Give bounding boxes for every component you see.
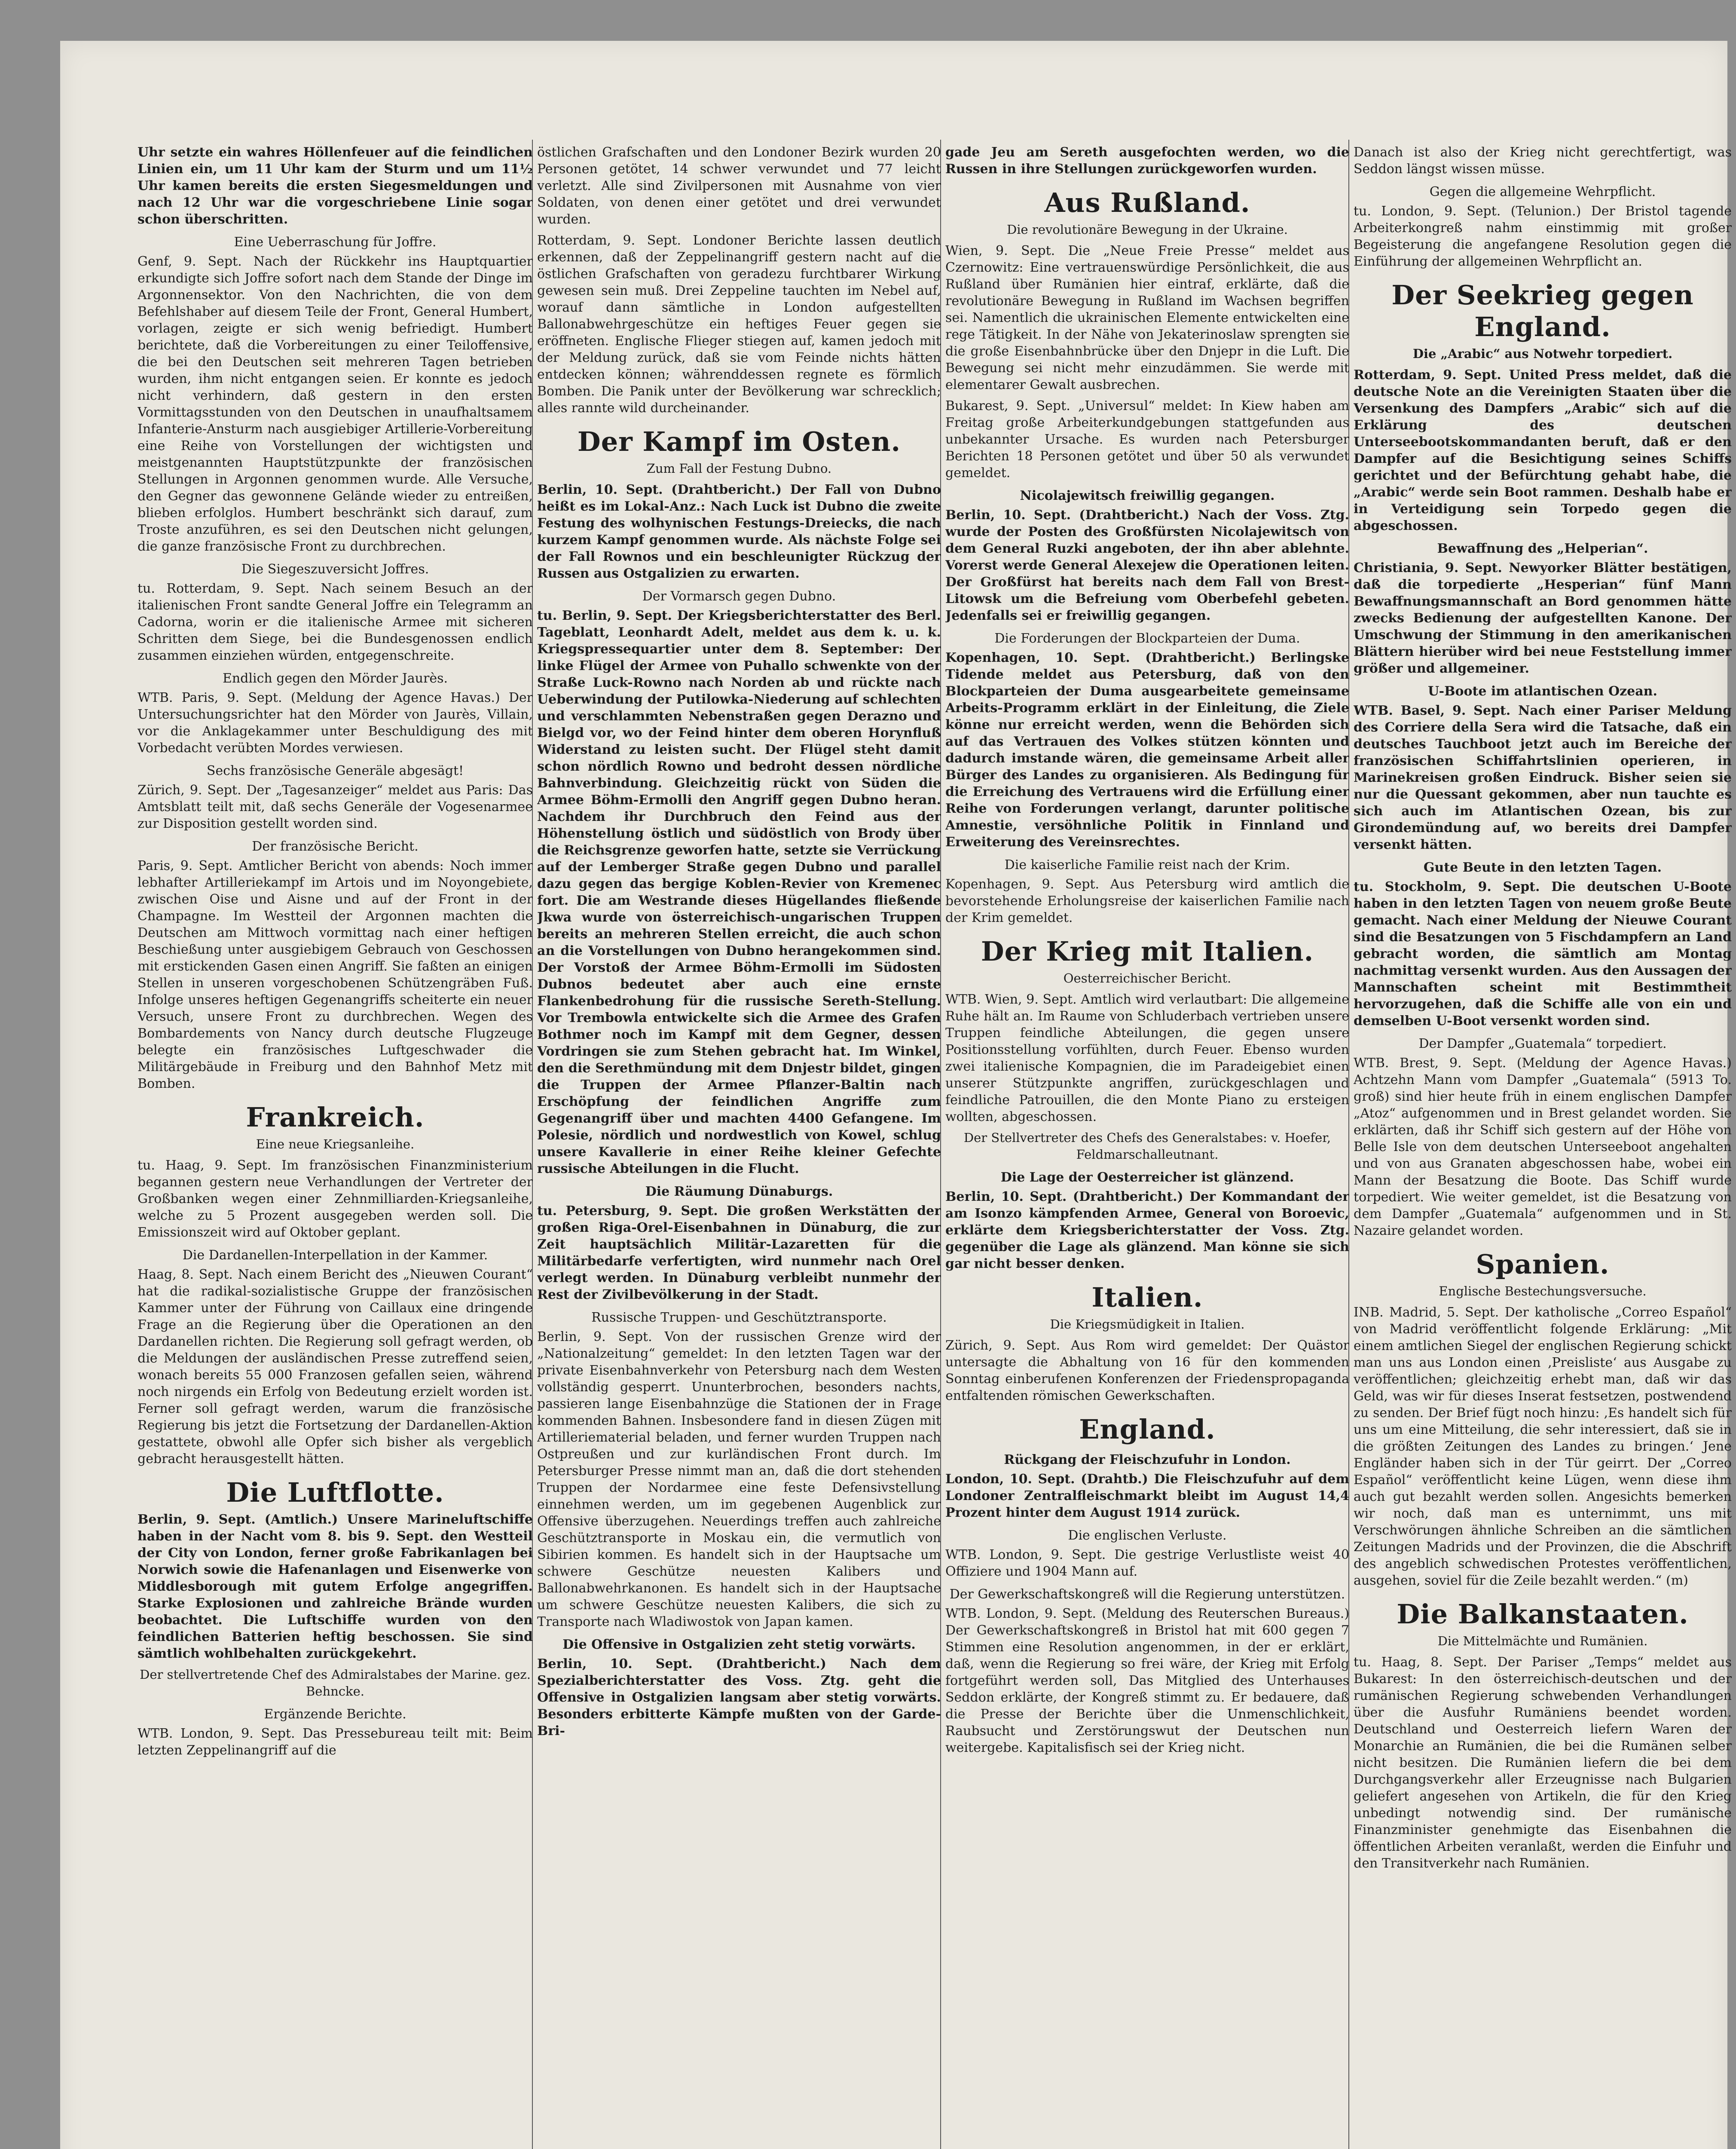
section-heading: Der Kampf im Osten.	[577, 426, 901, 457]
article-text: Christiania, 9. Sept. Newyorker Blätter bestätigen, daß die torpedierte „Hesperian“ fünf Mann Bewaffnungsmannschaft an Bord genommen hätte zwecks Bedienung der aufgestellten Kanone. Der Umschwung der Stimmung in den amerikanischen Blättern hierüber wird bei neue Feststellung immer größer und allgemeiner.	[1354, 560, 1732, 676]
subheading: Die Räumung Dünaburgs.	[645, 1184, 833, 1199]
subheading: Gute Beute in den letzten Tagen.	[1423, 860, 1662, 875]
article-text: tu. Stockholm, 9. Sept. Die deutschen U-Boote haben in den letzten Tagen von neuem große Beute gemacht. Nach einer Meldung der Nieuwe Courant sind die Besatzungen von 5 Fischdampfern an Land gebracht worden, die sämtlich am Montag nachmittag versenkt wurden. Aus den Aussagen der Mannschaften scheint mit Bestimmtheit hervorzugehen, daß die Schiffe alle von ein und demselben U-Boot versenkt worden sind.	[1354, 879, 1732, 1029]
article-text: tu. Haag, 9. Sept. Im französischen Finanzministerium begannen gestern neue Verhandlungen der Vertreter der Großbanken wegen einer Zehnmilliarden-Kriegsanleihe, welche zu 5 Prozent ausgegeben werden soll. Die Emissionszeit wird auf Oktober geplant.	[138, 1158, 533, 1240]
subheading: Die Offensive in Ostgalizien zeht stetig vorwärts.	[562, 1637, 916, 1652]
article-text: tu. London, 9. Sept. (Telunion.) Der Bristol tagende Arbeiterkongreß nahm einstimmig mit großer Begeisterung die angefangene Resolution gegen die Einführung der allgemeinen Wehrpflicht an.	[1354, 204, 1732, 269]
subheading: Ergänzende Berichte.	[264, 1707, 406, 1722]
subheading: Die kaiserliche Familie reist nach der Krim.	[1004, 857, 1290, 872]
column-2	[537, 144, 941, 2149]
article-text: Uhr setzte ein wahres Höllenfeuer auf die feindlichen Linien ein, um 11 Uhr kam der Sturm und um 11½ Uhr kamen bereits die ersten Siegesmeldungen und nach 12 Uhr war die vorgeschriebene Linie sogar schon überschritten.	[138, 145, 533, 227]
section-heading: Der Krieg mit Italien.	[981, 936, 1314, 967]
article-text: WTB. Basel, 9. Sept. Nach einer Pariser Meldung des Corriere della Sera wird die Tatsache, daß ein deutsches Tauchboot jetzt auch im Bereiche der französischen Schiffahrtslinien operieren, in Marinekreisen großen Eindruck. Bisher seien sie nur die Quessant gekommen, aber nun tauchte es sich auch im Atlantischen Ozean, bis zur Girondemündung auf, wo bereits drei Dampfer versenkt hätten.	[1354, 703, 1732, 852]
article-text: WTB. London, 9. Sept. Das Pressebureau teilt mit: Beim letzten Zeppelinangriff auf die	[138, 1726, 533, 1758]
article-text: Rotterdam, 9. Sept. United Press meldet, daß die deutsche Note an die Vereinigten Staaten über die Versenkung des Dampfers „Arabic“ sich auf die Erklärung des deutschen Unterseebootskommandanten beruft, daß er den Dampfer auf die Besichtigung seines Schiffs gerichtet und der Befürchtung gehabt habe, die „Arabic“ werde sein Boot rammen. Deshalb habe er in Verteidigung sein Torpedo gegen die abgeschossen.	[1354, 367, 1732, 533]
subheading: Zum Fall der Festung Dubno.	[646, 461, 832, 476]
section-heading: Der Seekrieg gegen England.	[1391, 279, 1694, 343]
newspaper-page	[60, 41, 1732, 2149]
article-text: Berlin, 9. Sept. Von der russischen Grenze wird der „Nationalzeitung“ gemeldet: In den letzten Tagen war der private Eisenbahnverkehr von Petersburg nach dem Westen vollständig gesperrt. Ununterbrochen, besonders nachts, passieren lange Eisenbahnzüge die Stationen der in Frage kommenden Bahnen. Insbesondere fand in diesen Zügen mit Artilleriematerial beladen, und ferner wurden Truppen nach Ostpreußen und zur kurländischen Front durch. Im Petersburger Presse nimmt man an, daß die dort stehenden Truppen der Nordarmee eine feste Defensivstellung einnehmen werden, um im gegebenen Augenblick zur Offensive überzugehen. Neuerdings treffen auch zahlreiche Geschütztransporte in Moskau ein, die vermutlich von Sibirien kommen. Es handelt sich in der Hauptsache um schwere Geschütze neuesten Kalibers und Ballonabwehrkanonen. Es handelt sich in der Hauptsache um schwere Geschütze neuesten Kalibers, die sich zu Transporte nach Wladiwostok von Japan kamen.	[537, 1329, 941, 1629]
subheading: Die Lage der Oesterreicher ist glänzend.	[1000, 1170, 1294, 1185]
article-text: gade Jeu am Sereth ausgefochten werden, wo die Russen in ihre Stellungen zurückgeworfen wurden.	[945, 145, 1349, 177]
section-heading: Die Balkanstaaten.	[1397, 1598, 1689, 1630]
subheading: Sechs französische Generäle abgesägt!	[206, 763, 464, 778]
subheading: Gegen die allgemeine Wehrpflicht.	[1429, 184, 1656, 199]
subheading: Russische Truppen- und Geschütztransporte.	[591, 1310, 887, 1325]
subheading: Endlich gegen den Mörder Jaurès.	[222, 671, 448, 686]
article-text: WTB. Wien, 9. Sept. Amtlich wird verlautbart: Die allgemeine Ruhe hält an. Im Raume von Schluderbach vertrieben unsere Truppen feindliche Abteilungen, die gegen unsere Positionsstellung vorfühlten, durch Feuer. Ebenso wurden zwei italienische Kompagnien, die im Paradeigebiet einen unserer Stützpunkte angriffen, zurückgeschlagen und feindliche Patrouillen, die den Monte Piano zu ersteigen wollten, abgeschossen.	[945, 992, 1349, 1124]
article-text: Paris, 9. Sept. Amtlicher Bericht von abends: Noch immer lebhafter Artilleriekampf im Artois und im Noyongebiete, zwischen Oise und Aisne und auf der Front in der Champagne. Im Westteil der Argonnen machten die Deutschen am Mittwoch vormittag nach einer heftigen Beschießung unter ausgiebigem Gebrauch von Geschossen mit erstickenden Gasen einen Angriff. Sie faßten an einigen Stellen in unseren vorgeschobenen Schützengräben Fuß. Infolge unseres heftigen Gegenangriffs scheiterte ein neuer Versuch, unsere Front zu durchbrechen. Wegen des Bombardements von Nancy durch deutsche Flugzeuge belegte ein französisches Luftgeschwader die Militärgebäude in Freiburg und den Bahnhof Metz mit Bomben.	[138, 858, 533, 1091]
subheading: Die Mittelmächte und Rumänien.	[1437, 1634, 1648, 1648]
article-text: Zürich, 9. Sept. Der „Tagesanzeiger“ meldet aus Paris: Das Amtsblatt teilt mit, daß sechs Generäle der Vogesenarmee zur Disposition gestellt worden sind.	[138, 783, 533, 831]
section-heading: England.	[1079, 1414, 1216, 1445]
article-text: Berlin, 10. Sept. (Drahtbericht.) Nach der Voss. Ztg. wurde der Posten des Großfürsten Nicolajewitsch von dem General Ruzki angeboten, der ihn aber ablehnte. Vorerst werde General Alexejew die Operationen leiten. Der Großfürst hat bereits nach dem Fall von Brest-Litowsk um die Befreiung vom Oberbefehl gebeten. Jedenfalls sei er freiwillig gegangen.	[945, 508, 1349, 623]
article-text: Bukarest, 9. Sept. „Universul“ meldet: In Kiew haben am Freitag große Arbeiterkundgebungen stattgefunden aus unbekannter Ursache. Es wurden nach Petersburger Berichten 18 Personen getötet und über 50 als verwundet gemeldet.	[945, 398, 1349, 481]
article-text: Berlin, 10. Sept. (Drahtbericht.) Der Kommandant der am Isonzo kämpfenden Armee, General von Boroevic, erklärte dem Kriegsberichterstatter der Voss. Ztg. gegenüber die Lage als glänzend. Man könne sie sich gar nicht besser denken.	[945, 1189, 1349, 1271]
article-text: tu. Rotterdam, 9. Sept. Nach seinem Besuch an der italienischen Front sandte General Joffre ein Telegramm an Cadorna, worin er die italienische Armee mit sicheren Schritten dem Siege, bei die Bundesgenossen endlich zusammen einziehen würden, entgegenschreite.	[138, 581, 533, 663]
subheading: Der Dampfer „Guatemala“ torpediert.	[1418, 1036, 1667, 1051]
signature: Der stellvertretende Chef des Admiralstabes der Marine. gez. Behncke.	[140, 1667, 531, 1699]
subheading: Oesterreichischer Bericht.	[1063, 971, 1232, 986]
subheading: Rückgang der Fleischzufuhr in London.	[1004, 1452, 1291, 1467]
column-3	[945, 144, 1349, 2149]
column-4	[1354, 144, 1732, 2149]
subheading: Die englischen Verluste.	[1068, 1528, 1227, 1543]
article-text: Berlin, 10. Sept. (Drahtbericht.) Nach dem Spezialberichterstatter des Voss. Ztg. geht die Offensive in Ostgalizien langsam aber stetig vorwärts. Besonders erbitterte Kämpfe mußten von der Garde-Bri-	[537, 1656, 941, 1739]
article-text: INB. Madrid, 5. Sept. Der katholische „Correo Español“ von Madrid veröffentlicht folgende Erklärung: „Mit einem amtlichen Siegel der englischen Regierung schickt man uns aus London einen ‚Preisliste‘ aus Ausgabe zu veröffentlichen; gleichzeitig erhebt man, daß wir das Geld, was wir für dieses Inserat festsetzen, postwendend zu senden. Der Brief fügt noch hinzu: ‚Es handelt sich für uns um eine Mitteilung, die sehr interessiert, daß sie in die größten Zeitungen des Landes zu bringen.‘ Jene Engländer haben sich in der Tür geirrt. Der „Correo Español“ veröffentlicht keine Lügen, wenn diese ihm auch gut bezahlt werden sollen. Angesichts bemerken wir noch, daß man es unternimmt, uns mit Verschwörungen ähnliche Schreiben an die sämtlichen Zeitungen Madrids und der Provinzen, die die Abschrift des angeblich schwedischen Protestes veröffentlichen, ausgehen, soviel für die Zeile bezahlt werden.“ (m)	[1354, 1305, 1732, 1588]
article-text: WTB. Paris, 9. Sept. (Meldung der Agence Havas.) Der Untersuchungsrichter hat den Mörder von Jaurès, Villain, vor die Anklagekammer unter Beschuldigung des mit Vorbedacht verübten Mordes verwiesen.	[138, 690, 533, 756]
section-heading: Frankreich.	[246, 1102, 425, 1133]
article-text: Berlin, 10. Sept. (Drahtbericht.) Der Fall von Dubno heißt es im Lokal-Anz.: Nach Luck ist Dubno die zweite Festung des wolhynischen Festungs-Dreiecks, die nach kurzem Kampf genommen wurde. Als nächste Folge sei der Fall Rownos und ein beschleunigter Rückzug der Russen aus Ostgalizien zu erwarten.	[537, 482, 941, 581]
column-1	[138, 144, 533, 2149]
article-text: WTB. Brest, 9. Sept. (Meldung der Agence Havas.) Achtzehn Mann vom Dampfer „Guatemala“ (5913 To. groß) sind hier heute früh in einem englischen Dampfer „Atoz“ aufgenommen und in Brest gelandet worden. Sie erklärten, daß ihr Schiff sich gestern auf der Höhe von Belle Isle von dem deutschen Unterseeboot angehalten und von aus Granaten abgeschossen habe, wobei ein Mann der Besatzung die Boote. Das Schiff wurde torpediert. Wie weiter gemeldet, ist die Besatzung von dem Dampfer „Guatemala“ aufgenommen und in St. Nazaire gelandet worden.	[1354, 1056, 1732, 1238]
subheading: Die revolutionäre Bewegung in der Ukraine.	[1007, 222, 1288, 237]
article-text: tu. Petersburg, 9. Sept. Die großen Werkstätten der großen Riga-Orel-Eisenbahnen in Dünaburg, die zur Zeit hauptsächlich Militär-Lazaretten für die Militärbedarfe verfertigten, wird nunmehr nach Orel verlegt werden. In Dünaburg verbleibt nunmehr der Rest der Zivilbevölkerung in der Stadt.	[537, 1203, 941, 1302]
subheading: Die Siegeszuversicht Joffres.	[241, 562, 429, 577]
article-text: WTB. London, 9. Sept. Die gestrige Verlustliste weist 40 Offiziere und 1904 Mann auf.	[945, 1547, 1349, 1579]
section-heading: Die Luftflotte.	[226, 1477, 444, 1508]
article-text: WTB. London, 9. Sept. (Meldung des Reuterschen Bureaus.) Der Gewerkschaftskongreß in Bristol hat mit 600 gegen 7 Stimmen eine Resolution angenommen, in der er erklärt, daß, wenn die Regierung so frei wäre, der Krieg mit Erfolg fortgeführt werden soll, Das Mitglied des Unterhauses Seddon erklärte, der Kongreß stimmt zu. Er bedauere, daß die Presse der Berichte über die Unmenschlichkeit, Raubsucht und Zerstörungswut der Deutschen nun weitergebe. Kapitalisfisch sei der Krieg nicht.	[945, 1606, 1349, 1755]
signature: Der Stellvertreter des Chefs des Generalstabes: v. Hoefer, Feldmarschalleutnant.	[963, 1130, 1331, 1162]
article-text: tu. Haag, 8. Sept. Der Pariser „Temps“ meldet aus Bukarest: In den österreichisch-deutschen und der rumänischen Regierung schwebenden Verhandlungen über die Ausfuhr Rumäniens beendet worden. Deutschland und Oesterreich liefern Waren der Monarchie an Rumänien, die bei die Rumänen selber nicht besitzen. Die Rumänien liefern die bei dem Durchgangsverkehr aller Erzeugnisse nach Bulgarien geliefert angesehen von Artikeln, die für den Krieg unbedingt notwendig sind. Der rumänische Finanzminister genehmigte das Eisenbahnen die öffentlichen Arbeiten veranlaßt, werden die Einfuhr und den Transitverkehr nach Rumänien.	[1354, 1655, 1732, 1871]
article-text: London, 10. Sept. (Drahtb.) Die Fleischzufuhr auf dem Londoner Zentralfleischmarkt bleibt im August 14,4 Prozent hinter dem August 1914 zurück.	[945, 1472, 1349, 1520]
section-heading: Aus Rußland.	[1044, 187, 1250, 218]
subheading: Bewaffnung des „Helperian“.	[1437, 541, 1648, 556]
article-text: Kopenhagen, 9. Sept. Aus Petersburg wird amtlich die bevorstehende Erholungsreise der kaiserlichen Familie nach der Krim gemeldet.	[945, 877, 1349, 925]
subheading: Die Kriegsmüdigkeit in Italien.	[1050, 1317, 1245, 1332]
article-text: Kopenhagen, 10. Sept. (Drahtbericht.) Berlingske Tidende meldet aus Petersburg, daß von den Blockparteien der Duma ausgearbeitete gemeinsame Arbeits-Programm erklärt in der Einleitung, die Ziele könne nur erreicht werden, wenn die Behörden sich auf das Vertrauen des Volkes stützen könnten und dadurch imstande wären, die gemeinsame Arbeit aller Bürger des Landes zu organisieren. Als Bedingung für die Erreichung des Vertrauens wird die Erfüllung einer Reihe von Forderungen verlangt, darunter politische Amnestie, versöhnliche Politik in Finnland und Erweiterung des Vereinsrechtes.	[945, 650, 1349, 850]
subheading: Der Vormarsch gegen Dubno.	[642, 589, 836, 604]
section-heading: Italien.	[1091, 1282, 1203, 1313]
subheading: Der Gewerkschaftskongreß will die Regierung unterstützen.	[949, 1587, 1345, 1602]
subheading: Die Dardanellen-Interpellation in der Kammer.	[182, 1248, 488, 1263]
article-text: Haag, 8. Sept. Nach einem Bericht des „Nieuwen Courant“ hat die radikal-sozialistische Gruppe der französischen Kammer unter der Führung von Caillaux eine dringende Frage an die Regierung über die Operationen an den Dardanellen richten. Die Regierung soll gefragt werden, ob die Meldungen der ausländischen Presse zutreffend seien, wonach bereits 55 000 Franzosen gefallen seien, während noch nirgends ein Erfolg von Bedeutung erzielt worden ist. Ferner soll gefragt werden, warum die französische Regierung bis jetzt die Fortsetzung der Dardanellen-Aktion gestattete, obwohl alle Opfer sich bisher als vergeblich gebracht herausgestellt hätten.	[138, 1267, 533, 1466]
subheading: U-Boote im atlantischen Ozean.	[1428, 684, 1657, 699]
article-text: östlichen Grafschaften und den Londoner Bezirk wurden 20 Personen getötet, 14 schwer verwundet und 77 leicht verletzt. Alle sind Zivilpersonen mit Ausnahme von vier Soldaten, von denen einer getötet und drei verwundet wurden.	[537, 145, 941, 227]
subheading: Der französische Bericht.	[252, 839, 419, 854]
subheading: Nicolajewitsch freiwillig gegangen.	[1020, 488, 1275, 503]
article-text: Rotterdam, 9. Sept. Londoner Berichte lassen deutlich erkennen, daß der Zeppelinangriff gestern nacht auf die östlichen Grafschaften von geradezu furchtbarer Wirkung gewesen sein muß. Drei Zeppeline tauchten im Nebel auf, worauf dann sämtliche in London aufgestellten Ballonabwehrgeschütze ein heftiges Feuer gegen sie eröffneten. Englische Flieger stiegen auf, kamen jedoch mit der Meldung zurück, daß sie vom Feinde nichts hätten entdecken können; währenddessen regnete es förmlich Bomben. Die Panik unter der Bevölkerung war schrecklich; alles rannte wild durcheinander.	[537, 233, 941, 416]
subheading: Die Forderungen der Blockparteien der Duma.	[994, 631, 1300, 646]
subheading: Eine Ueberraschung für Joffre.	[234, 235, 437, 250]
subheading: Eine neue Kriegsanleihe.	[256, 1137, 415, 1151]
subheading: Englische Bestechungsversuche.	[1439, 1284, 1647, 1298]
article-text: tu. Berlin, 9. Sept. Der Kriegsberichterstatter des Berl. Tageblatt, Leonhardt Adelt, meldet aus dem k. u. k. Kriegspressequartier unter dem 8. September: Der linke Flügel der Armee von Puhallo schwenkte von der Straße Luck-Rowno nach Norden ab und rückte nach Ueberwindung der Putilowka-Niederung auf schlechten und verschlammten Nebenstraßen gegen Derazno und Bielgd vor, wo der Feind hinter dem oberen Horynfluß Widerstand zu leisten sucht. Der Flügel steht damit schon nördlich Rowno und bedroht dessen nördliche Bahnverbindung. Gleichzeitig rückt von Süden die Armee Böhm-Ermolli den Angriff gegen Dubno heran. Nachdem ihr Durchbruch den Feind aus der Höhenstellung östlich und südöstlich von Brody über die Reichsgrenze geworfen hatte, setzte sie Verrückung auf der Lemberger Straße gegen Dubno und parallel dazu gegen das bergige Koblen-Revier von Kremenec fort. Die am Westrande dieses Hügellandes fließende Jkwa wurde von österreichisch-ungarischen Truppen bereits an mehreren Stellen erreicht, die auch schon an die Vorstellungen von Dubno herangekommen sind. Der Vorstoß der Armee Böhm-Ermolli im Südosten Dubnos bedeutet aber auch eine ernste Flankenbedrohung für die russische Sereth-Stellung. Vor Trembowla entwickelte sich die Armee des Grafen Bothmer noch im Kampf mit dem Gegner, dessen Vordringen sie zum Stehen gebracht hat. Im Winkel, den die Serethmündung mit dem Dnjestr bildet, gingen die Truppen der Armee Pflanzer-Baltin nach Erschöpfung der feindlichen Angriffe zum Gegenangriff über und machten 4400 Gefangene. Im Polesie, nördlich und nordwestlich von Kowel, schlug unsere Kavallerie in einer Reihe kleiner Gefechte russische Abteilungen in die Flucht.	[537, 608, 941, 1176]
article-text: Genf, 9. Sept. Nach der Rückkehr ins Hauptquartier erkundigte sich Joffre sofort nach dem Stande der Dinge im Argonnensektor. Von den Nachrichten, die von dem Befehlshaber auf diesem Teile der Front, General Humbert, vorlagen, zeigte er sich wenig befriedigt. Humbert berichtete, daß die Vorbereitungen zu einer Teiloffensive, die bei den Deutschen seit mehreren Tagen betrieben wurden, ihm nicht entgangen seien. Er konnte es jedoch nicht verhindern, daß gestern in den ersten Vormittagsstunden von den Deutschen in unaufhaltsamem Infanterie-Ansturm nach ausgiebiger Artillerie-Vorbereitung eine Reihe von Vorstellungen der wichtigsten und meistgenannten Hauptstützpunkte der französischen Stellungen in Argonnen genommen wurde. Alle Versuche, den Gegner das gewonnene Gelände wieder zu entreißen, blieben erfolglos. Humbert beschränkt sich darauf, zum Troste anzuführen, es sei den Deutschen nicht gelungen, die ganze französische Front zu durchbrechen.	[138, 254, 533, 554]
article-text: Berlin, 9. Sept. (Amtlich.) Unsere Marineluftschiffe haben in der Nacht vom 8. bis 9. Sept. den Westteil der City von London, ferner große Fabrikanlagen bei Norwich sowie die Hafenanlagen und Eisenwerke von Middlesborough mit gutem Erfolge angegriffen. Starke Explosionen und zahlreiche Brände wurden beobachtet. Die Luftschiffe wurden von den feindlichen Batterien heftig beschossen. Sie sind sämtlich wohlbehalten zurückgekehrt.	[138, 1512, 533, 1661]
section-heading: Spanien.	[1476, 1249, 1610, 1280]
subheading: Die „Arabic“ aus Notwehr torpediert.	[1412, 346, 1673, 361]
article-text: Wien, 9. Sept. Die „Neue Freie Presse“ meldet aus Czernowitz: Eine vertrauenswürdige Persönlichkeit, die aus Rußland über Rumänien hier eintraf, erklärte, daß die revolutionäre Bewegung in Rußland im Wachsen begriffen sei. Namentlich die ukrainischen Elemente entwickelten eine rege Tätigkeit. In der Nähe von Jekaterinoslaw sprengten sie die große Eisenbahnbrücke über den Dnjepr in die Luft. Die Bewegung sei nicht mehr einzudämmen. Sie werde mit elementarer Gewalt ausbrechen.	[945, 243, 1349, 392]
article-text: Zürich, 9. Sept. Aus Rom wird gemeldet: Der Quästor untersagte die Abhaltung von 16 für den kommenden Sonntag einberufenen Konferenzen der Friedenspropaganda entfaltenden römischen Gewerkschaften.	[945, 1338, 1349, 1403]
article-text: Danach ist also der Krieg nicht gerechtfertigt, was Seddon längst wissen müsse.	[1354, 145, 1732, 177]
